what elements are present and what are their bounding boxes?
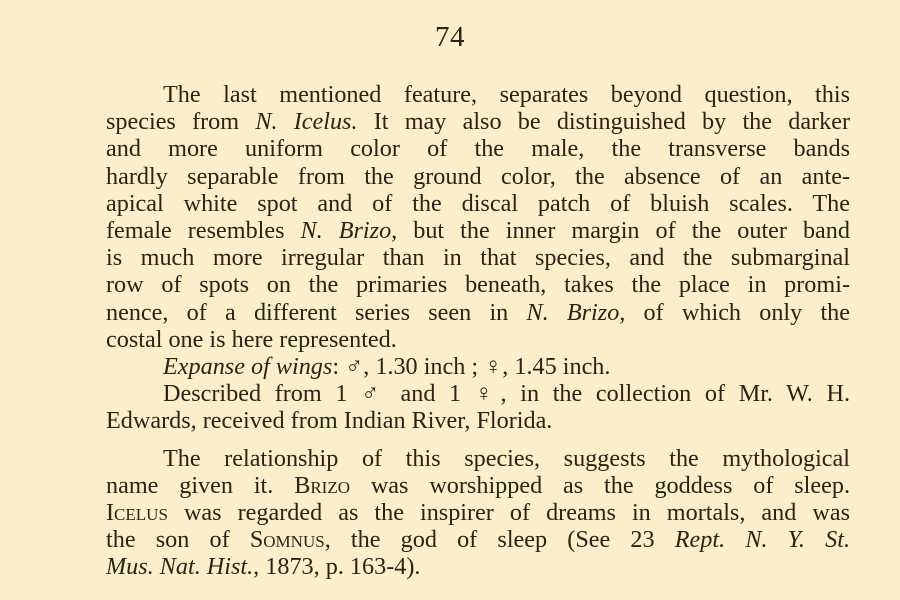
- text-line: [49, 472, 850, 499]
- text-segment: Somnus: [249, 526, 325, 554]
- text-line: [49, 135, 850, 162]
- text-segment: female resembles: [106, 217, 301, 245]
- paragraph-1: [49, 81, 850, 353]
- text-segment: is much more irregular than in that species, and the submarginal: [106, 244, 850, 272]
- text-line: [49, 163, 850, 190]
- text-line: [49, 407, 850, 434]
- text-segment: costal one is here represented.: [106, 325, 397, 353]
- paragraph-3: [49, 380, 850, 434]
- text-segment: The last mentioned feature, separates beyond question, this: [163, 81, 850, 108]
- text-segment: , 1873, p. 163-4).: [253, 553, 421, 581]
- text-segment: N. Brizo,: [300, 217, 398, 245]
- text-line: [49, 190, 850, 217]
- text-segment: name given it.: [106, 471, 295, 499]
- text-segment: N. Icelus.: [255, 108, 358, 136]
- text-segment: Icelus: [106, 499, 168, 527]
- text-line: [49, 445, 850, 472]
- paragraph-2: [49, 353, 850, 380]
- text-segment: was worshipped as the goddess of sleep.: [349, 471, 850, 499]
- text-line: [49, 553, 850, 580]
- text-line: [49, 299, 850, 326]
- text-segment: The relationship of this species, suggests the mythological: [163, 444, 850, 472]
- text-line: [49, 499, 850, 526]
- text-segment: but the inner margin of the outer band: [397, 217, 850, 245]
- text-line: [49, 526, 850, 553]
- text-segment: hardly separable from the ground color, the absence of an ante-: [106, 162, 850, 190]
- text-segment: the son of: [106, 526, 250, 554]
- text-line: [49, 326, 850, 353]
- text-line: [49, 271, 850, 298]
- text-segment: : ♂, 1.30 inch ; ♀, 1.45 inch.: [332, 353, 611, 381]
- text-line: [49, 353, 850, 380]
- text-segment: Expanse of wings: [163, 353, 333, 381]
- text-line: [49, 217, 850, 244]
- text-segment: was regarded as the inspirer of dreams in mortals, and was: [167, 499, 850, 527]
- text-segment: Brizo: [294, 471, 350, 499]
- text-segment: apical white spot and of the discal patch of bluish scales. The: [106, 189, 850, 217]
- text-segment: of which only the: [625, 298, 850, 326]
- text-line: [49, 81, 850, 108]
- text-segment: species from: [106, 108, 256, 136]
- text-segment: , the god of sleep (See 23: [324, 526, 675, 554]
- text-line: [49, 108, 850, 135]
- text-segment: Edwards, received from Indian River, Florida.: [106, 407, 553, 435]
- text-segment: row of spots on the primaries beneath, takes the place in promi-: [106, 271, 850, 299]
- text-segment: Mus. Nat. Hist.: [106, 553, 254, 581]
- text-segment: nence, of a different series seen in: [106, 298, 527, 326]
- text-segment: Described from 1 ♂ and 1 ♀, in the collection of Mr. W. H.: [163, 380, 850, 408]
- text-line: [49, 244, 850, 271]
- page-number: 74: [435, 21, 465, 53]
- text-segment: It may also be distinguished by the darker: [357, 108, 850, 136]
- paragraph-4: [49, 445, 850, 581]
- text-segment: and more uniform color of the male, the transverse bands: [106, 135, 850, 163]
- text-line: [49, 380, 850, 407]
- text-segment: N. Brizo,: [526, 298, 626, 326]
- text-segment: Rept. N. Y. St.: [674, 526, 850, 554]
- body-text: [49, 81, 850, 581]
